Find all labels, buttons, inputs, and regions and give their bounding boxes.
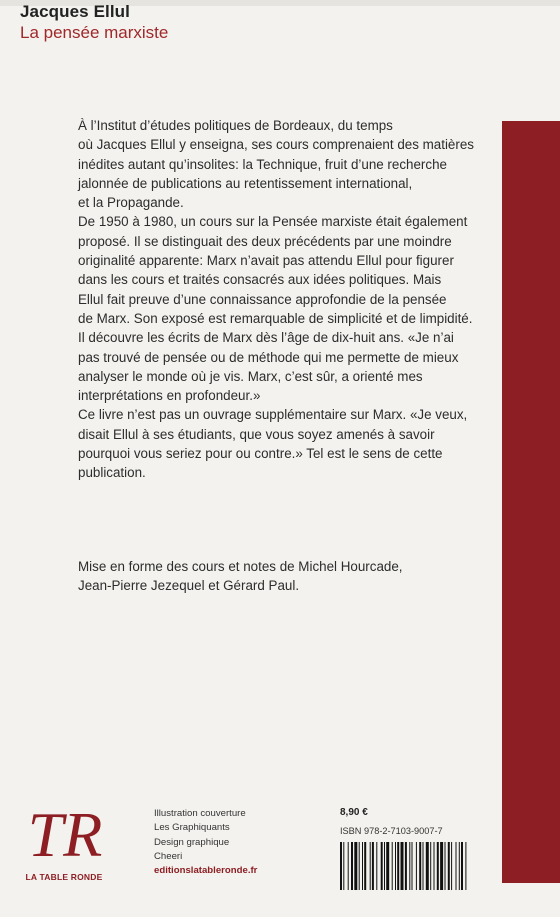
red-side-band [502, 121, 560, 883]
price: 8,90 € [340, 807, 368, 818]
publisher-website: editionslatableronde.fr [154, 865, 258, 877]
publisher-name: LA TABLE RONDE [25, 872, 103, 882]
illustration-label: Illustration couverture [154, 808, 246, 819]
barcode [340, 842, 498, 890]
book-title: La pensée marxiste [20, 23, 169, 42]
cover-credits [154, 807, 257, 878]
blurb-paragraph-2: De 1950 à 1980, un cours sur la Pensée marxiste était également proposé. Il se distinguait des deux précédents par une moindre originalité apparente: Marx n’avait pas attendu Ellul pour figurer dans les cours et traités consacrés aux idées politiques. Mais Ellul fait preuve d’une connaissance approfondie de la pensée de Marx. Son exposé est remarquable de simplicité et de limpidité. Il découvre les écrits de Marx dès l’âge de dix-huit ans. «Je n’ai pas trouvé de pensée ou de méthode qui me permette de mieux analyser le monde où je vis. Marx, c’est sûr, a orienté mes interprétations en profondeur.» [78, 214, 473, 404]
design-value: Cheeri [154, 850, 183, 862]
publisher-logo [22, 796, 108, 866]
blurb-paragraph-3: Ce livre n’est pas un ouvrage supplémentaire sur Marx. «Je veux, disait Ellul à ses étudiants, que vous soyez amenés à savoir pourquoi vous seriez pour ou contre.» Tel est le sens de cette publication. [78, 407, 468, 481]
blurb-paragraph-1: À l’Institut d’études politiques de Bordeaux, du temps où Jacques Ellul y enseigna, ses cours comprenaient des matières inédites autant qu’insolites: la Technique, fruit d’une recherche jalonnée de publications au retentissement international, et la Propagande. [78, 118, 474, 211]
design-label: Design graphique [154, 836, 230, 848]
editorial-credits: Mise en forme des cours et notes de Michel Hourcade, Jean-Pierre Jezequel et Gérard Paul. [78, 559, 403, 594]
illustration-value: Les Graphiquants [154, 822, 230, 834]
isbn: ISBN 978-2-7103-9007-7 [340, 826, 443, 836]
author-name: Jacques Ellul [20, 2, 130, 21]
publisher-logo-letters: TR [27, 799, 103, 866]
blurb [78, 116, 498, 483]
